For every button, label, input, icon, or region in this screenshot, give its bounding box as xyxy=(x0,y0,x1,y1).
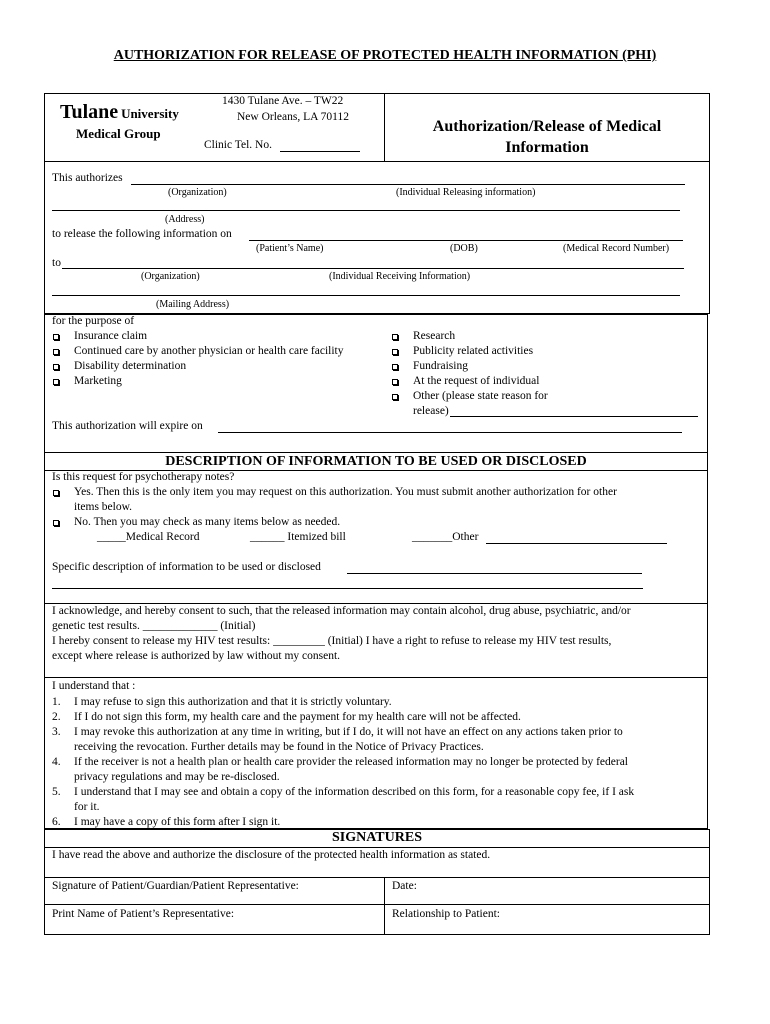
expire-field[interactable] xyxy=(218,432,682,433)
purpose-label: for the purpose of xyxy=(52,315,135,327)
understand-item-text: privacy regulations and may be re-disclosed. xyxy=(74,771,280,783)
expire-label: This authorization will expire on xyxy=(52,420,203,432)
understand-item xyxy=(52,800,702,815)
address-line1: 1430 Tulane Ave. – TW22 xyxy=(222,95,344,107)
understand-item-number: 3. xyxy=(52,726,61,738)
recipient-field[interactable] xyxy=(62,268,684,269)
purpose-bottom-line xyxy=(44,452,708,453)
option-insurance-claim: Insurance claim xyxy=(74,330,148,342)
consent-bottom-line xyxy=(44,677,708,678)
checkbox-insurance-claim[interactable] xyxy=(53,334,59,340)
date-label[interactable]: Date: xyxy=(392,880,417,892)
understand-item-number: 6. xyxy=(52,816,61,828)
heading-line2: Information xyxy=(505,139,589,156)
understand-item xyxy=(52,695,702,710)
header-bottom-line xyxy=(44,161,710,162)
medical-record-item[interactable]: _____Medical Record xyxy=(97,531,200,543)
organization2-caption: (Organization) xyxy=(141,271,200,282)
understand-item-number: 1. xyxy=(52,696,61,708)
understand-item xyxy=(52,740,702,755)
psychotherapy-question: Is this request for psychotherapy notes? xyxy=(52,471,235,483)
other-item-field[interactable] xyxy=(486,543,667,544)
form-title: AUTHORIZATION FOR RELEASE OF PROTECTED HEALTH INFORMATION (PHI) xyxy=(113,48,657,63)
logo-university: University xyxy=(121,106,179,121)
clinic-tel-label: Clinic Tel. No. xyxy=(204,139,272,151)
checkbox-disability[interactable] xyxy=(53,364,59,370)
understand-item-number: 2. xyxy=(52,711,61,723)
checkbox-other[interactable] xyxy=(392,394,398,400)
organization-caption: (Organization) xyxy=(168,187,227,198)
understand-item xyxy=(52,710,702,725)
checkbox-psych-yes[interactable] xyxy=(53,490,59,496)
signature-row-mid xyxy=(44,904,710,905)
understand-item-text: If I do not sign this form, my health care and the payment for my health care will not be affected. xyxy=(74,711,521,723)
patient-name-caption: (Patient’s Name) xyxy=(256,243,324,254)
consent-line3: I hereby consent to release my HIV test results: _________ (Initial) I have a right to refuse to release my HIV test results, xyxy=(52,635,612,647)
understand-item xyxy=(52,785,702,800)
mailing-address-field[interactable] xyxy=(52,295,680,296)
option-fundraising: Fundraising xyxy=(413,360,468,372)
medical-record-number-caption: (Medical Record Number) xyxy=(563,243,670,254)
checkbox-research[interactable] xyxy=(392,334,398,340)
itemized-bill-item[interactable]: ______ Itemized bill xyxy=(250,531,346,543)
understand-list xyxy=(52,695,702,830)
understand-item-text: I may refuse to sign this authorization and that it is strictly voluntary. xyxy=(74,696,392,708)
address-line2: New Orleans, LA 70112 xyxy=(237,111,349,123)
understand-item-text: I understand that I may see and obtain a copy of the information described on this form, for a reasonable copy fee, if I ask xyxy=(74,786,635,798)
authorizes-field[interactable] xyxy=(131,184,685,185)
option-other: Other (please state reason for xyxy=(413,390,548,402)
specific-description-label: Specific description of information to be used or disclosed xyxy=(52,561,321,573)
option-marketing: Marketing xyxy=(74,375,122,387)
to-label: to xyxy=(52,257,61,269)
understand-item-text: I may revoke this authorization at any time in writing, but if I do, it will not have an effect on any actions taken prior to xyxy=(74,726,623,738)
description-heading: DESCRIPTION OF INFORMATION TO BE USED OR DISCLOSED xyxy=(165,454,587,469)
specific-description-field[interactable] xyxy=(347,573,642,574)
signature-label[interactable]: Signature of Patient/Guardian/Patient Representative: xyxy=(52,880,299,892)
signatures-heading: SIGNATURES xyxy=(332,830,422,845)
option-request-individual: At the request of individual xyxy=(413,375,540,387)
address-caption: (Address) xyxy=(165,214,205,225)
heading-line1: Authorization/Release of Medical xyxy=(432,118,662,135)
option-continued-care: Continued care by another physician or health care facility xyxy=(74,345,344,357)
psych-yes-line2: items below. xyxy=(74,501,133,513)
understand-item-text: receiving the revocation. Further details may be found in the Notice of Privacy Practices. xyxy=(74,741,484,753)
to-release-label: to release the following information on xyxy=(52,228,232,240)
signatures-statement: I have read the above and authorize the disclosure of the protected health information as stated. xyxy=(52,849,491,861)
understand-item xyxy=(52,755,702,770)
option-other-release: release) xyxy=(413,405,449,417)
dob-caption: (DOB) xyxy=(450,243,478,254)
signature-row-top xyxy=(44,877,710,878)
form-heading xyxy=(386,116,708,158)
logo-name: Tulane xyxy=(60,101,119,123)
option-publicity: Publicity related activities xyxy=(413,345,534,357)
signature-col-divider xyxy=(384,877,385,935)
understand-item-number: 4. xyxy=(52,756,61,768)
header-divider xyxy=(384,93,385,161)
understand-item-text: I may have a copy of this form after I sign it. xyxy=(74,816,281,828)
checkbox-publicity[interactable] xyxy=(392,349,398,355)
print-name-label[interactable]: Print Name of Patient’s Representative: xyxy=(52,908,235,920)
tulane-logo xyxy=(60,101,179,124)
consent-line4: except where release is authorized by law without my consent. xyxy=(52,650,341,662)
specific-description-field-2[interactable] xyxy=(52,588,643,589)
checkbox-psych-no[interactable] xyxy=(53,520,59,526)
patient-info-field[interactable] xyxy=(249,240,683,241)
other-item[interactable]: _______Other xyxy=(412,531,479,543)
checkbox-request-individual[interactable] xyxy=(392,379,398,385)
logo-group: Medical Group xyxy=(76,126,161,141)
other-reason-field[interactable] xyxy=(450,416,698,417)
address-field[interactable] xyxy=(52,210,680,211)
checkbox-continued-care[interactable] xyxy=(53,349,59,355)
option-disability: Disability determination xyxy=(74,360,187,372)
checkbox-marketing[interactable] xyxy=(53,379,59,385)
individual-receiving-caption: (Individual Receiving Information) xyxy=(329,271,471,282)
consent-line1: I acknowledge, and hereby consent to such, that the released information may contain alcohol, drug abuse, psychiatric, and/or xyxy=(52,605,631,617)
psych-no-line: No. Then you may check as many items below as needed. xyxy=(74,516,341,528)
understand-item xyxy=(52,770,702,785)
signatures-heading-line xyxy=(44,847,710,848)
checkbox-fundraising[interactable] xyxy=(392,364,398,370)
individual-releasing-caption: (Individual Releasing information) xyxy=(396,187,536,198)
relationship-label[interactable]: Relationship to Patient: xyxy=(392,908,500,920)
clinic-tel-field[interactable] xyxy=(280,151,360,152)
this-authorizes-label: This authorizes xyxy=(52,172,123,184)
understand-intro: I understand that : xyxy=(52,680,136,692)
understand-item-text: for it. xyxy=(74,801,100,813)
consent-line2: genetic test results. _____________ (Initial) xyxy=(52,620,256,632)
understand-item xyxy=(52,725,702,740)
understand-item xyxy=(52,815,702,830)
psych-yes-line1: Yes. Then this is the only item you may request on this authorization. You must submit another authorization for other xyxy=(74,486,617,498)
mailing-address-caption: (Mailing Address) xyxy=(156,299,230,310)
understand-item-number: 5. xyxy=(52,786,61,798)
understand-item-text: If the receiver is not a health plan or health care provider the released information may no longer be protected by federal xyxy=(74,756,628,768)
description-bottom-line xyxy=(44,603,708,604)
option-research: Research xyxy=(413,330,456,342)
